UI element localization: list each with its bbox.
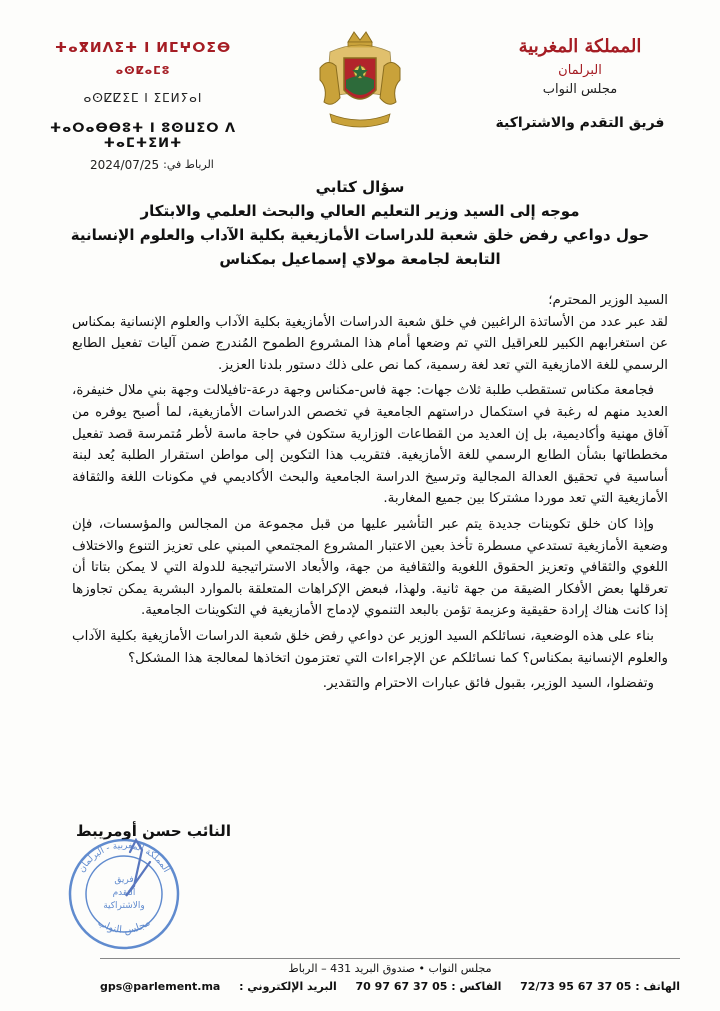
stamp-text-mid1: فريق — [114, 875, 134, 885]
addressee-heading: موجه إلى السيد وزير التعليم العالي والبحث العلمي والابتكار — [140, 202, 580, 220]
stamp-text-top: المملكة المغربية - البرلمان — [77, 840, 172, 875]
parliament-name: البرلمان — [558, 63, 602, 78]
title-block — [40, 178, 680, 268]
paragraph-4: بناء على هذه الوضعية، نسائلكم السيد الوزير عن دواعي رفض خلق شعبة الدراسات الأمازيغية بكلية الآداب والعلوم الإنسانية بمكناس؟ كما نسائلكم عن الإجراءات التي تعتزمون اتخاذها لمعالجة هذا المشكل؟ — [72, 628, 668, 666]
parliament-name-tifinagh: ⴰⵙⵇⴰⵎⵓ — [115, 64, 171, 77]
header-right — [480, 36, 680, 131]
subject-heading-line2: التابعة لجامعة مولاي إسماعيل بمكناس — [219, 250, 501, 268]
closing-line: وتفضلوا، السيد الوزير، بقبول فائق عبارات الاحترام والتقدير. — [322, 676, 654, 692]
chamber-name: مجلس النواب — [542, 82, 618, 97]
paragraph-3: وإذا كان خلق تكوينات جديدة يتم عبر التأشير عليها من قبل مجموعة من المجالس والمؤسسات، فإن وضعية الأمازيغية تستدعي مسطرة تأخذ بعين الاعتبار المشروع المجتمعي المبني على تعزيز التنوع والاختلاف اللغوي والثقافي وتعزيز الحقوق اللغوية والثقافية من جهة، والأبعاد الاستراتيجية للدولة التي لا يمكن بتاتا أن تعرقلها بعض الأفكار الضيقة من جهة ثانية. ولهذا، فبعض الإكراهات المتعلقة بالموارد البشرية يمكن تجاوزها إذا كانت هناك إرادة حقيقية وعزيمة تؤمن بالبعد التنموي لإدماج الأمازيغية في التكوينات الجامعية. — [72, 516, 668, 619]
kingdom-name-tifinagh: ⵜⴰⴳⵍⴷⵉⵜ ⵏ ⵍⵎⵖⵔⵉⴱ — [54, 40, 232, 56]
salutation: السيد الوزير المحترم؛ — [548, 293, 668, 308]
chamber-name-tifinagh: ⴰⵙⵇⵇⵉⵎ ⵏ ⵉⵎⵍⵢⴰⵏ — [83, 91, 203, 105]
header-left — [28, 40, 258, 151]
doc-type-heading: سؤال كتابي — [315, 178, 405, 196]
svg-text:مجلس النواب — [96, 917, 153, 936]
stamp-text-bottom: مجلس النواب — [95, 917, 153, 937]
official-stamp-icon — [60, 832, 188, 952]
paragraph-2: فجامعة مكناس تستقطب طلبة ثلاث جهات: جهة فاس-مكناس وجهة درعة-تافيلالت وجهة بني ملال خنيفرة، العديد منهم له رغبة في استكمال دراستهم الجامعية في تخصص الدراسات الأمازيغية، لما أصبح يوفره من آفاق مهنية وأكاديمية، بل إن العديد من القطاعات الوزارية ستكون في حاجة ماسة لأطر مُتمرسة قصد تفعيل مخططاتها بشأن الطابع الرسمي للغة الأمازيغية. فتقريب هذا التكوين إلى مواطن استقرار الطلبة يُعد لبنة أساسية في تحقيق العدالة المجالية وترسيخ الدراسة الجامعية والبحث الأكاديمي في مكونات اللغة والثقافة الأمازيغية التي تعد موردا مشتركا بين جميع المغاربة. — [72, 383, 668, 507]
dateline — [90, 158, 214, 172]
footer-address: مجلس النواب • صندوق البريد 431 – الرباط — [288, 962, 492, 975]
stamp-text-mid3: والاشتراكية — [103, 901, 145, 911]
signer-name: النائب حسن أومريبط — [76, 822, 231, 840]
kingdom-name: المملكة المغربية — [518, 36, 642, 57]
group-name-tifinagh: ⵜⴰⵔⴰⴱⴱⵓⵜ ⵏ ⵓⵙⵡⵉⵔ ⴷ ⵜⴰⵎⵜⵉⵍⵜ — [49, 121, 237, 151]
stamp-text-mid2: التقدم — [112, 888, 136, 898]
footer-phone: الهاتف : 05 37 67 95 72/73 — [520, 980, 680, 993]
footer-email[interactable]: gps@parlement.ma — [100, 980, 221, 993]
footer-email-label: البريد الإلكتروني : — [239, 980, 337, 993]
coat-of-arms-icon — [310, 28, 410, 138]
footer-contacts — [100, 980, 680, 993]
group-name: فريق التقدم والاشتراكية — [495, 115, 665, 131]
letter-body — [72, 290, 668, 699]
subject-heading-line1: حول دواعي رفض خلق شعبة للدراسات الأمازيغية بكلية الآداب والعلوم الإنسانية — [70, 226, 650, 244]
date-value: 2024/07/25 — [90, 158, 160, 172]
footer-fax: الفاكس : 05 37 67 97 70 — [355, 980, 502, 993]
date-label: الرباط في: — [163, 158, 214, 171]
paragraph-1: لقد عبر عدد من الأساتذة الراغبين في خلق شعبة الدراسات الأمازيغية بكلية الآداب والعلوم الإنسانية بمكناس عن استغرابهم الكبير للعراقيل التي تم وضعها أمام هذا المشروع الطموح المُندرج ضمن آليات تفعيل الطابع الرسمي للغة الامازيغية التي تعد لغة رسمية، كما نص على ذلك دستور بلدنا العزيز. — [72, 314, 668, 373]
footer-divider — [100, 958, 680, 959]
svg-text:المملكة المغربية - البرلمان — [77, 841, 171, 874]
